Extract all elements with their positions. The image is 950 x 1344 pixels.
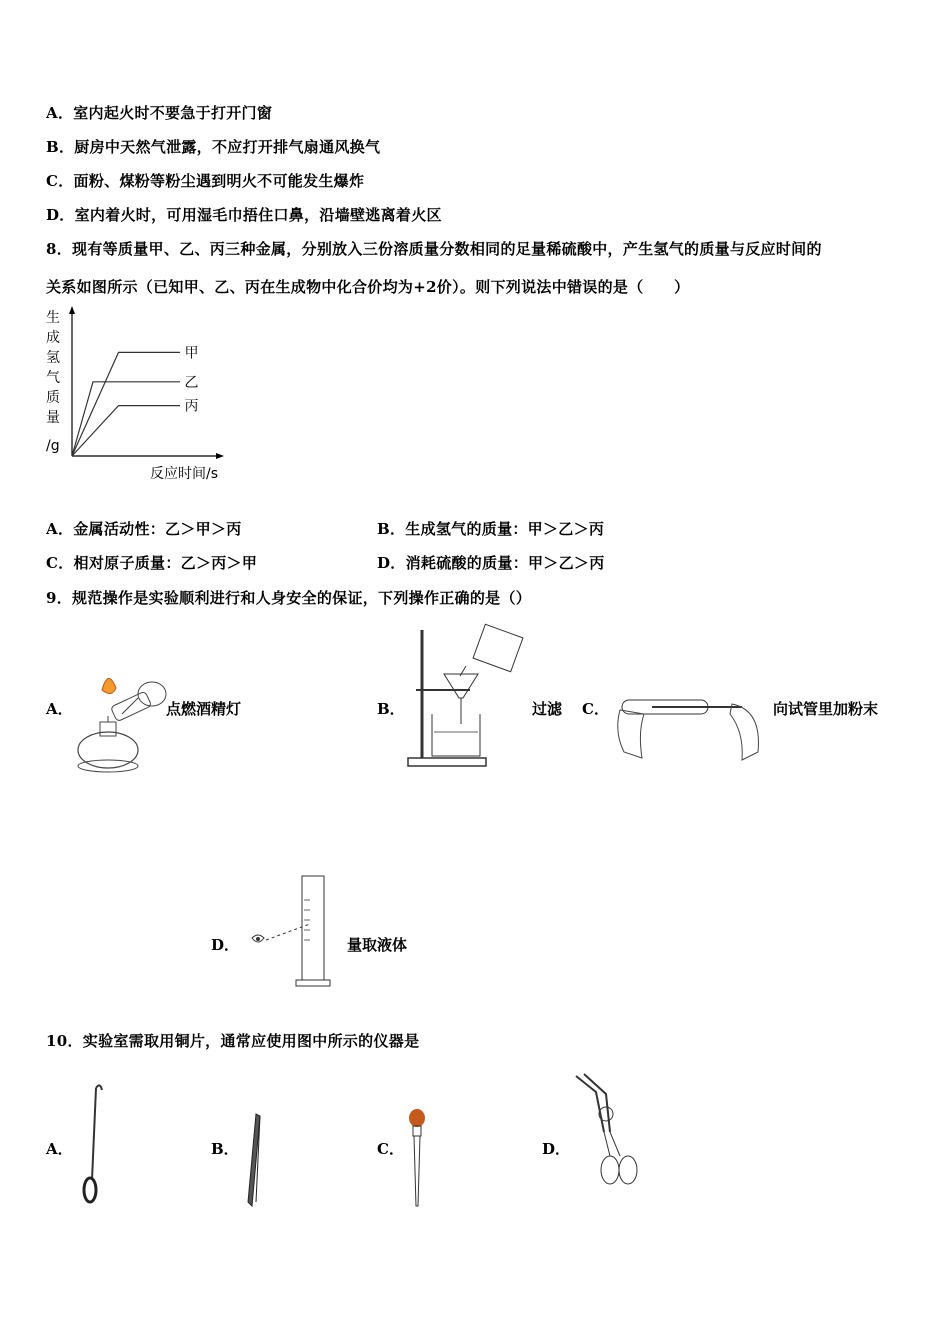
y-axis-label-char: 质: [46, 390, 60, 406]
q9-option-d-label: D．: [211, 936, 240, 954]
q7-option-a: A．室内起火时不要急于打开门窗: [46, 104, 273, 122]
hydrogen-mass-chart: [40, 306, 240, 486]
dropper-icon: [402, 1106, 432, 1216]
q8-stem-line1: 8．现有等质量甲、乙、丙三种金属，分别放入三份溶质量分数相同的足量稀硫酸中，产生氢气的质量与反应时间的: [46, 240, 822, 258]
series-line-3: [72, 406, 180, 456]
y-axis-unit: /g: [46, 438, 60, 454]
q9-option-c-label: C．: [582, 700, 609, 718]
q9-stem: 9．规范操作是实验顺利进行和人身安全的保证，下列操作正确的是（）: [46, 589, 532, 607]
y-axis-label-char: 成: [46, 330, 60, 346]
q8-stem-line2: 关系如图所示（已知甲、乙、丙在生成物中化合价均为+2价）。则下列说法中错误的是（ ）: [46, 278, 690, 296]
filtration-apparatus-icon: [400, 624, 530, 769]
y-axis-label-char: 氢: [46, 350, 60, 366]
x-axis-arrow: [216, 453, 224, 459]
series-label-1: 甲: [184, 345, 199, 362]
y-axis-label-char: 生: [46, 310, 60, 326]
q7-option-b: B．厨房中天然气泄露，不应打开排气扇通风换气: [46, 138, 381, 156]
q9-option-a-caption: 点燃酒精灯: [166, 700, 242, 718]
graduated-cylinder-reading-icon: [244, 870, 344, 990]
q10-option-a-label: A．: [46, 1140, 73, 1158]
q9-option-b-caption: 过滤: [532, 700, 563, 718]
q9-option-c-caption: 向试管里加粉末: [773, 700, 879, 718]
series-label-3: 丙: [184, 398, 199, 415]
q9-option-d-caption: 量取液体: [347, 936, 408, 954]
x-axis-label: 反应时间/s: [150, 466, 219, 482]
y-axis-arrow: [69, 306, 75, 314]
q10-option-c-label: C．: [377, 1140, 404, 1158]
alcohol-lamp-lighting-icon: [72, 668, 172, 778]
q8-option-c: C．相对原子质量：乙＞丙＞甲: [46, 554, 258, 572]
q10-option-d-label: D．: [542, 1140, 571, 1158]
crucible-tongs-icon: [570, 1072, 650, 1202]
q8-option-a: A．金属活动性：乙＞甲＞丙: [46, 520, 242, 538]
q8-option-b: B．生成氢气的质量：甲＞乙＞丙: [377, 520, 605, 538]
q9-option-b-label: B．: [377, 700, 405, 718]
q7-option-d: D．室内着火时，可用湿毛巾捂住口鼻，沿墙壁逃离着火区: [46, 206, 442, 224]
q10-stem: 10．实验室需取用铜片，通常应使用图中所示的仪器是: [46, 1032, 420, 1050]
adding-powder-to-test-tube-icon: [612, 692, 772, 767]
y-axis-label-char: 量: [46, 410, 60, 426]
series-line-1: [72, 352, 180, 456]
q7-option-c: C．面粉、煤粉等粉尘遇到明火不可能发生爆炸: [46, 172, 365, 190]
q8-option-d: D．消耗硫酸的质量：甲＞乙＞丙: [377, 554, 605, 572]
q10-option-b-label: B．: [211, 1140, 239, 1158]
y-axis-label: [46, 309, 60, 454]
tweezers-icon: [238, 1110, 278, 1210]
series-label-2: 乙: [184, 374, 199, 391]
combustion-spoon-icon: [74, 1080, 114, 1210]
y-axis-label-char: 气: [46, 370, 60, 386]
q9-option-a-label: A．: [46, 700, 73, 718]
